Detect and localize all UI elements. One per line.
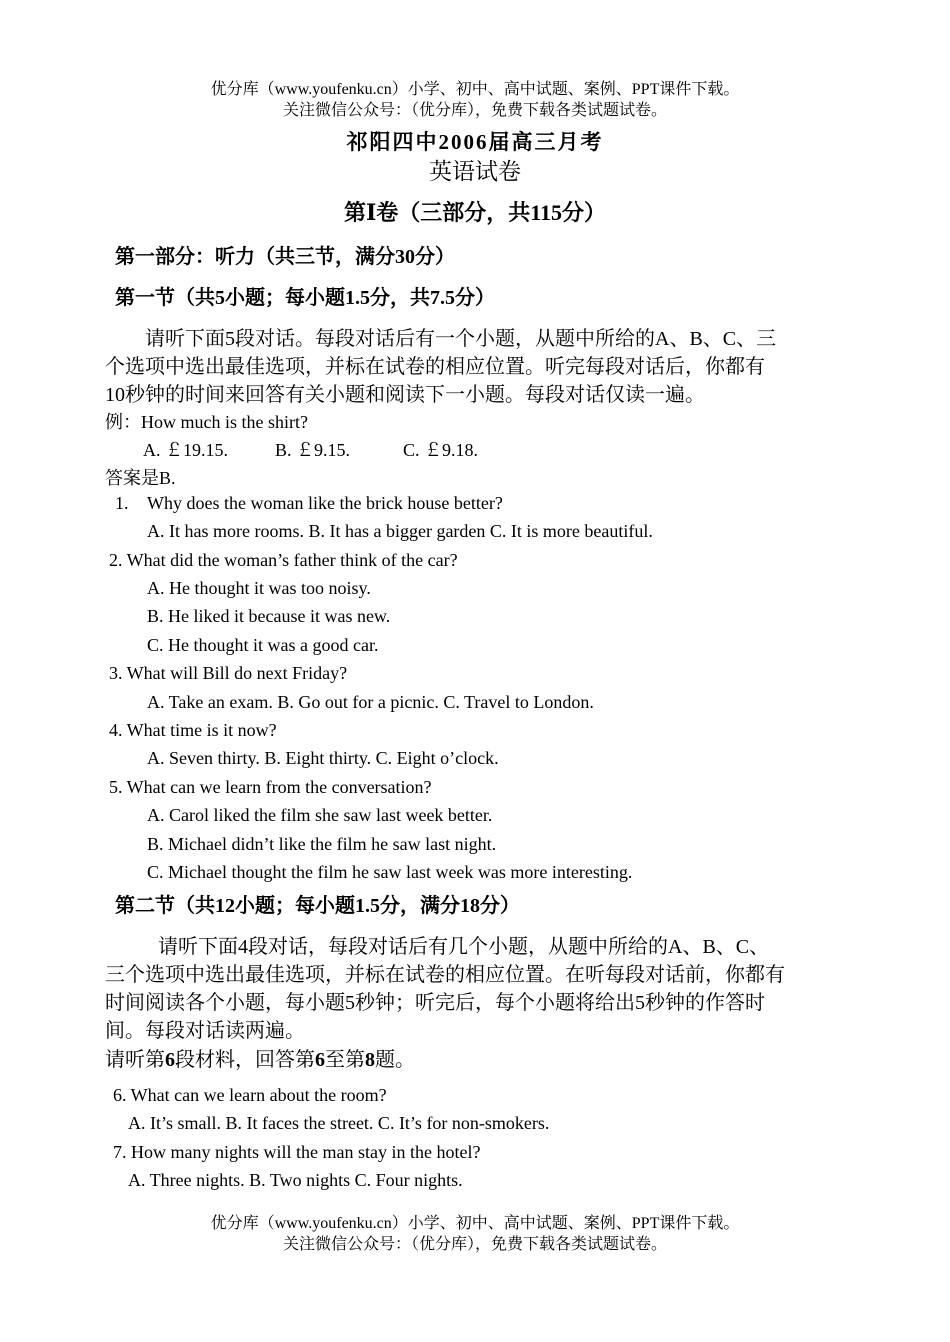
- footer-line-2: 关注微信公众号：（优分库），免费下载各类试题试卷。: [282, 1236, 667, 1253]
- section2-instruction-2: 三个选项中选出最佳选项，并标在试卷的相应位置。在听每段对话前，你都有: [105, 964, 785, 986]
- material-number-2: 6: [315, 1049, 325, 1071]
- exam-title-subject: 英语试卷: [429, 159, 521, 184]
- material-mid-2: 至第: [325, 1049, 365, 1071]
- question-5-option-c: C. Michael thought the film he saw last week was more interesting.: [147, 862, 633, 882]
- question-3-text: 3. What will Bill do next Friday?: [109, 663, 348, 683]
- example-question: 例：How much is the shirt?: [105, 412, 308, 432]
- section2-instruction-3: 时间阅读各个小题，每小题5秒钟；听完后，每个小题将给出5秒钟的作答时: [105, 992, 765, 1014]
- question-5-text: 5. What can we learn from the conversation?: [109, 777, 432, 797]
- section1-instruction-3: 10秒钟的时间来回答有关小题和阅读下一小题。每段对话仅读一遍。: [105, 384, 705, 406]
- section2-heading: 第二节（共12小题；每小题1.5分，满分18分）: [115, 895, 520, 917]
- header-line-2: 关注微信公众号：（优分库），免费下载各类试题试卷。: [282, 102, 667, 119]
- section2-instruction-4: 间。每段对话读两遍。: [105, 1020, 305, 1042]
- question-2-text: 2. What did the woman’s father think of the car?: [109, 550, 458, 570]
- question-5-option-a: A. Carol liked the film she saw last week better.: [147, 805, 493, 825]
- footer-line-1: 优分库（www.youfenku.cn）小学、初中、高中试题、案例、PPT课件下载。: [210, 1215, 740, 1232]
- question-7-options: A. Three nights. B. Two nights C. Four nights.: [128, 1170, 463, 1190]
- question-6-text: 6. What can we learn about the room?: [113, 1085, 387, 1105]
- example-option-b: B. ￡9.15.: [275, 440, 351, 460]
- part1-heading: 第一部分：听力（共三节，满分30分）: [115, 246, 455, 268]
- volume-title: 第Ⅰ卷（三部分，共115分）: [343, 200, 607, 225]
- question-7-text: 7. How many nights will the man stay in the hotel?: [113, 1142, 481, 1162]
- material-number-3: 8: [365, 1049, 375, 1071]
- question-2-option-c: C. He thought it was a good car.: [147, 635, 379, 655]
- section2-instruction-1: 请听下面4段对话，每段对话后有几个小题，从题中所给的A、B、C、: [158, 936, 770, 958]
- question-3-options: A. Take an exam. B. Go out for a picnic. C. Travel to London.: [147, 692, 594, 712]
- question-1-options: A. It has more rooms. B. It has a bigger garden C. It is more beautiful.: [147, 521, 653, 541]
- question-1-number: 1.: [115, 493, 129, 513]
- material-mid-1: 段材料，回答第: [175, 1049, 315, 1071]
- material-number-1: 6: [165, 1049, 175, 1071]
- example-option-c: C. ￡9.18.: [403, 440, 479, 460]
- question-2-option-b: B. He liked it because it was new.: [147, 606, 391, 626]
- question-2-option-a: A. He thought it was too noisy.: [147, 578, 371, 598]
- exam-title-school: 祁阳四中2006届高三月考: [346, 130, 604, 154]
- question-4-options: A. Seven thirty. B. Eight thirty. C. Eight o’clock.: [147, 748, 499, 768]
- example-option-a: A. ￡19.15.: [143, 440, 228, 460]
- section1-heading: 第一节（共5小题；每小题1.5分，共7.5分）: [115, 287, 495, 309]
- question-6-options: A. It’s small. B. It faces the street. C. It’s for non-smokers.: [128, 1113, 550, 1133]
- question-4-text: 4. What time is it now?: [109, 720, 277, 740]
- section1-instruction-2: 个选项中选出最佳选项，并标在试卷的相应位置。听完每段对话后，你都有: [105, 356, 765, 378]
- example-answer: 答案是B.: [105, 468, 176, 488]
- material-pre: 请听第: [105, 1049, 165, 1071]
- question-1-text: Why does the woman like the brick house better?: [147, 493, 503, 513]
- header-line-1: 优分库（www.youfenku.cn）小学、初中、高中试题、案例、PPT课件下载。: [210, 81, 740, 98]
- section1-instruction-1: 请听下面5段对话。每段对话后有一个小题，从题中所给的A、B、C、三: [145, 328, 777, 350]
- material-instruction: [105, 1043, 415, 1072]
- question-5-option-b: B. Michael didn’t like the film he saw last night.: [147, 834, 497, 854]
- material-post: 题。: [375, 1049, 415, 1071]
